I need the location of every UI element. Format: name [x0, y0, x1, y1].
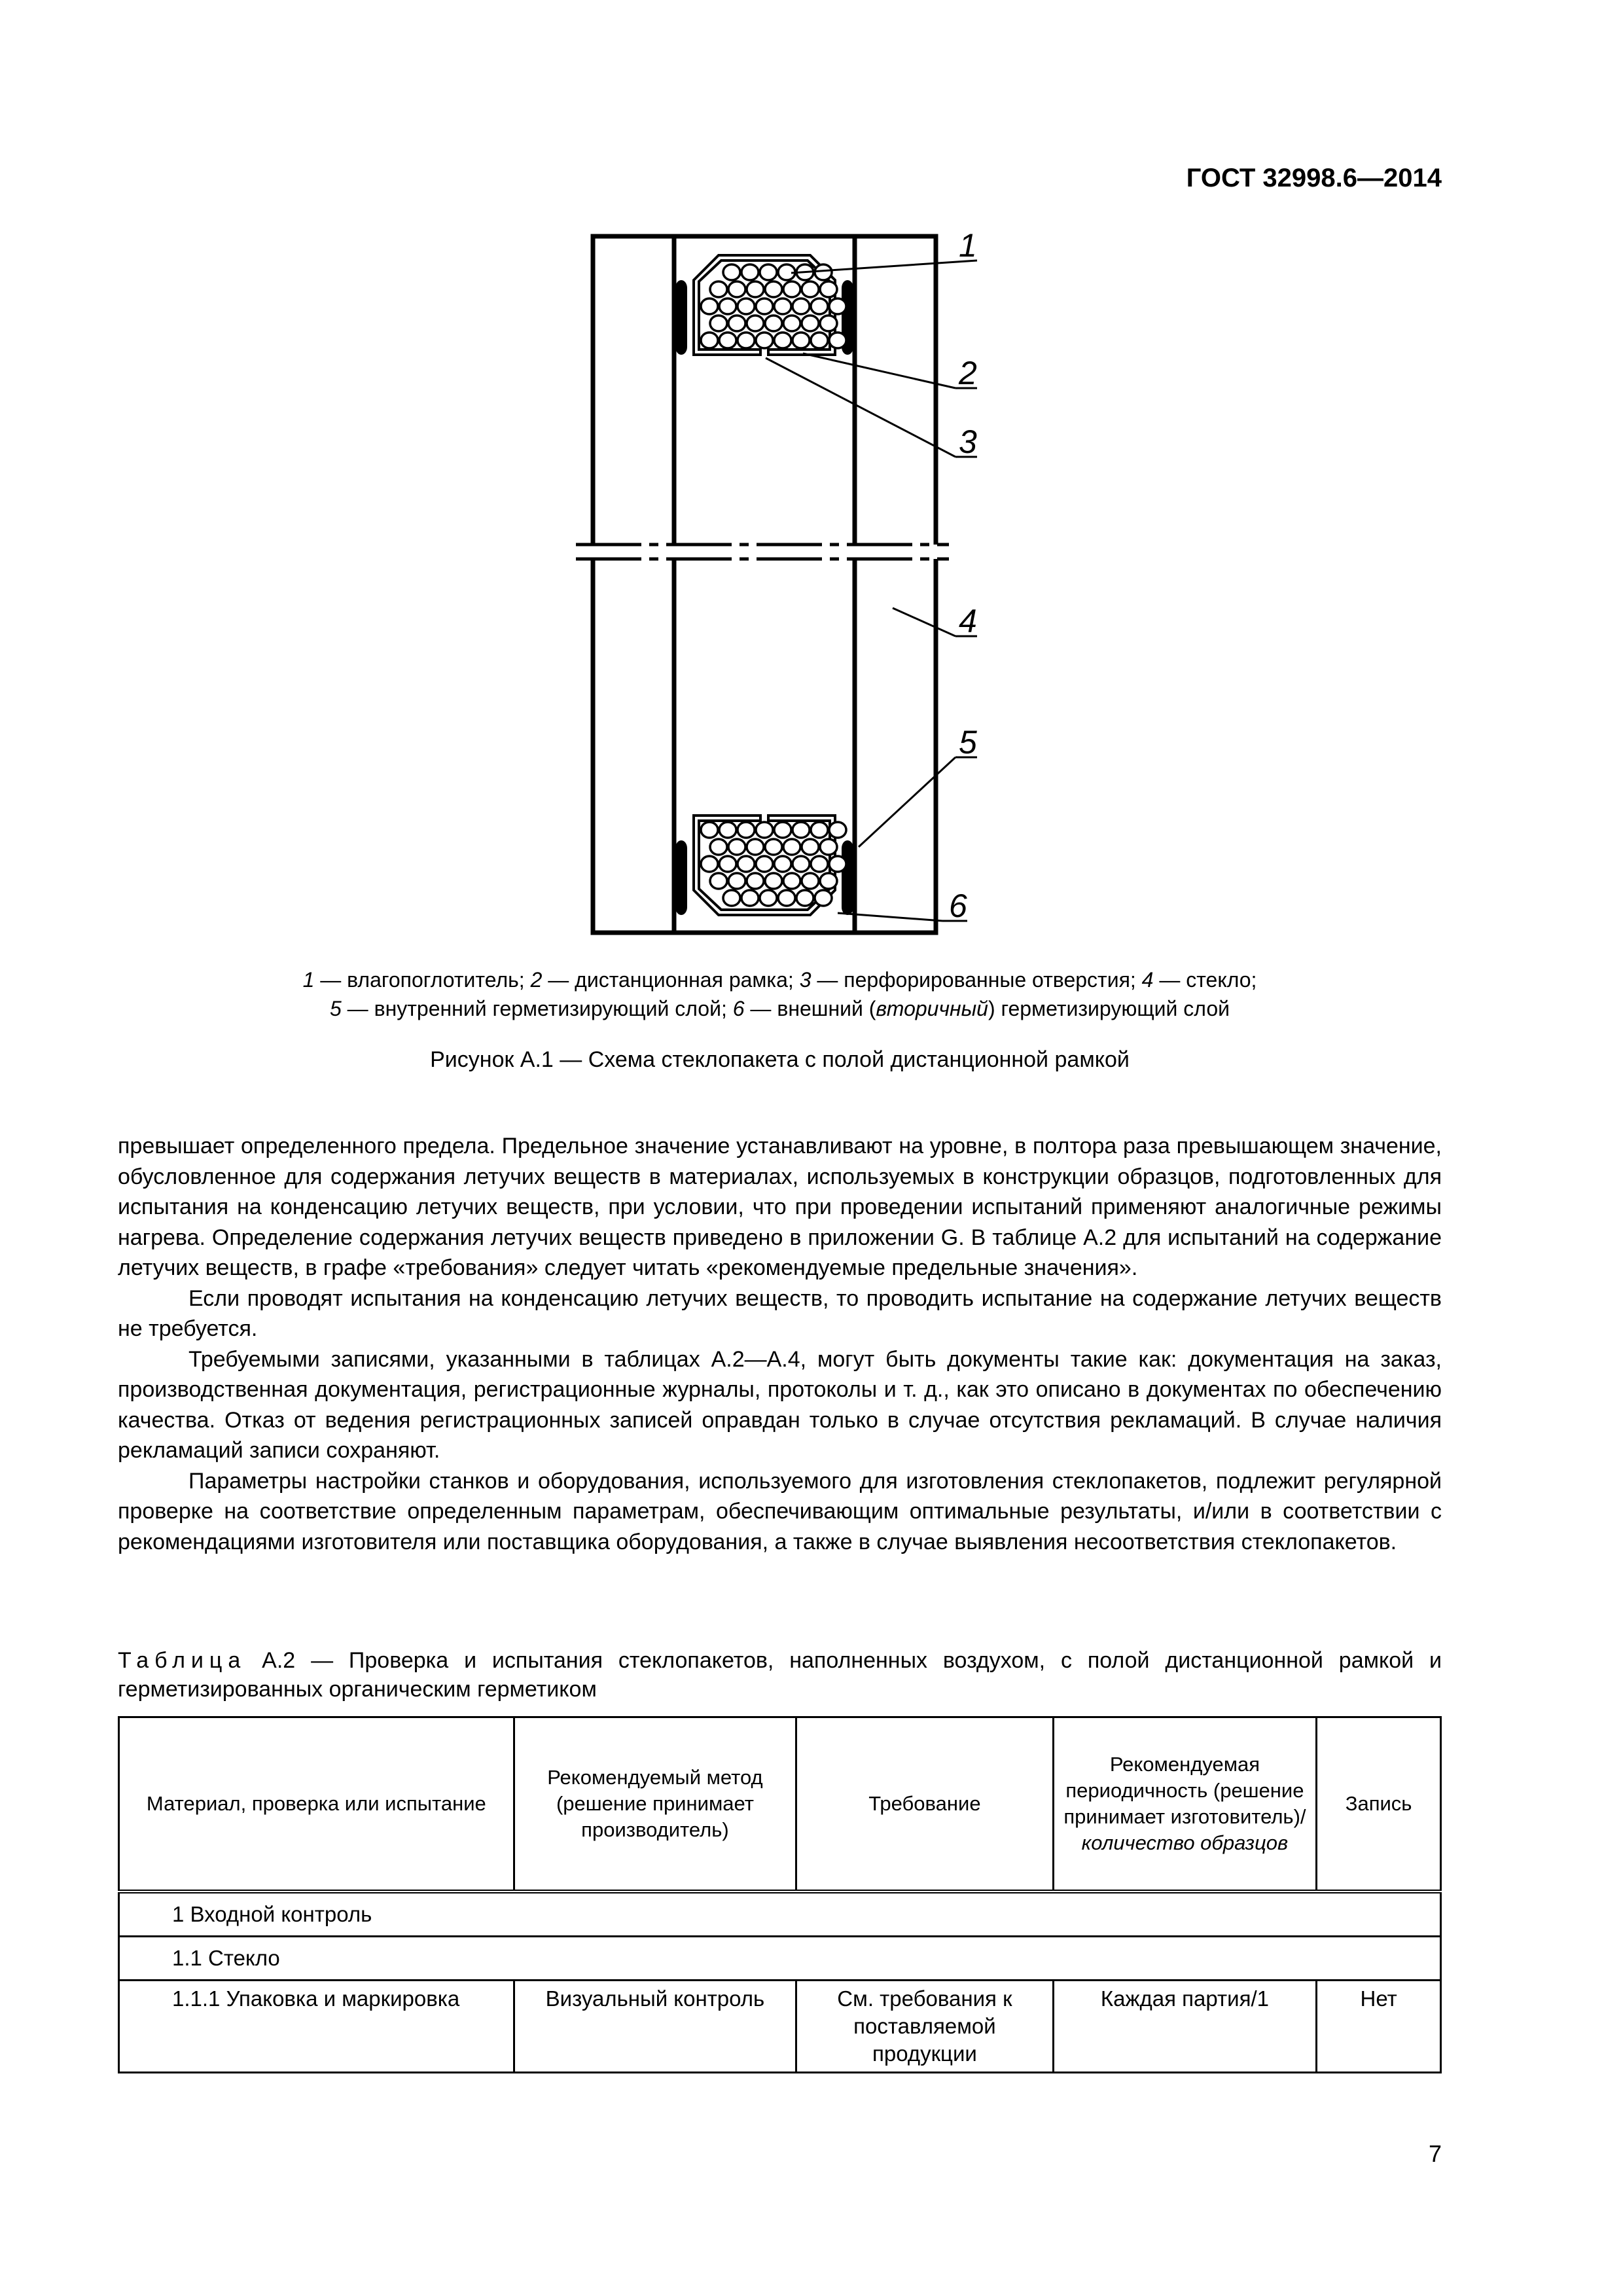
label-3: 3 — [959, 423, 977, 460]
desiccant-granule — [783, 839, 800, 855]
desiccant-granule — [802, 839, 819, 855]
desiccant-granule — [710, 315, 727, 331]
spacer-frame — [675, 816, 853, 915]
desiccant-granule — [756, 298, 773, 314]
desiccant-granule — [738, 822, 755, 838]
paragraph: Параметры настройки станков и оборудования, используемого для изготовления стеклопакетов, подлежит регулярной проверке на соответствие определенным параметрам, обеспечивающим оптимальные результаты, и/или в соответствии с рекомендациями изготовителя или поставщика оборудования, а также в случае выявления несоответствия стеклопакетов. — [118, 1468, 1442, 1554]
table-caption: Таблица А.2 — Проверка и испытания стеклопакетов, наполненных воздухом, с полой дистанционной рамкой и герметизированных органическим герметиком — [118, 1648, 1442, 1702]
desiccant-granule — [701, 332, 718, 348]
desiccant-granule — [815, 890, 832, 906]
desiccant-granule — [815, 264, 832, 280]
figure-caption: Рисунок А.1 — Схема стеклопакета с полой дистанционной рамкой — [430, 1047, 1130, 1072]
desiccant-granule — [719, 822, 736, 838]
standard-header: ГОСТ 32998.6—2014 — [1186, 164, 1442, 192]
desiccant-granule — [710, 281, 727, 297]
break-lines — [576, 545, 949, 559]
desiccant-granule — [738, 856, 755, 872]
desiccant-granule — [793, 332, 810, 348]
desiccant-granule — [778, 890, 795, 906]
desiccant-granule — [793, 856, 810, 872]
desiccant-granule — [741, 890, 758, 906]
desiccant-granule — [829, 822, 846, 838]
figure-legend: 1 — влагопоглотитель; 2 — дистанционная рамка; 3 — перфорированные отверстия; 4 — стекло; 5 — внутренний герметизирующий слой; 6 — внешний (вторичный) герметизирующий слой — [302, 968, 1257, 1020]
desiccant-granule — [829, 856, 846, 872]
label-4: 4 — [959, 603, 977, 639]
label-2: 2 — [959, 355, 977, 391]
col-header: Материал, проверка или испытание — [119, 1717, 514, 1892]
desiccant-granule — [820, 873, 837, 889]
desiccant-granule — [774, 332, 791, 348]
desiccant-granule — [783, 281, 800, 297]
table-header-row — [119, 1717, 1441, 1892]
table-row: 1.1.1 Упаковка и маркировка Визуальный контроль См. требования к поставляемой продукции Каждая партия/1 Нет — [119, 1981, 1441, 2073]
desiccant-granule — [793, 822, 810, 838]
desiccant-granule — [728, 281, 745, 297]
desiccant-granule — [765, 839, 782, 855]
desiccant-granule — [741, 264, 758, 280]
desiccant-granule — [719, 332, 736, 348]
desiccant-granule — [765, 315, 782, 331]
desiccant-granule — [756, 332, 773, 348]
section-row: 1 Входной контроль — [119, 1892, 1441, 1937]
col-header: Запись — [1317, 1717, 1441, 1892]
desiccant-granule — [783, 315, 800, 331]
desiccant-granule — [783, 873, 800, 889]
col-header: Рекомендуемая периодичность (решение принимает изготовитель)/ количество образцов — [1053, 1717, 1317, 1892]
desiccant-granule — [728, 873, 745, 889]
desiccant-granule — [811, 332, 828, 348]
desiccant-granule — [774, 822, 791, 838]
desiccant-granule — [723, 890, 740, 906]
col-header: Рекомендуемый метод (решение принимает производитель) — [514, 1717, 796, 1892]
desiccant-granule — [719, 298, 736, 314]
desiccant-granule — [793, 298, 810, 314]
desiccant-granule — [756, 822, 773, 838]
desiccant-granule — [820, 839, 837, 855]
desiccant-granule — [747, 873, 764, 889]
desiccant-granule — [728, 315, 745, 331]
desiccant-granule — [774, 298, 791, 314]
desiccant-granule — [820, 315, 837, 331]
desiccant-granule — [747, 315, 764, 331]
sealant — [675, 840, 687, 915]
label-1: 1 — [959, 227, 977, 264]
sealant — [842, 840, 853, 915]
desiccant-granule — [719, 856, 736, 872]
desiccant-granule — [738, 298, 755, 314]
desiccant-granule — [710, 873, 727, 889]
inspection-table — [118, 1716, 1442, 2073]
desiccant-granule — [765, 281, 782, 297]
label-5: 5 — [959, 724, 977, 761]
section-row: 1.1 Стекло — [119, 1937, 1441, 1981]
page-number: 7 — [1428, 2140, 1442, 2167]
desiccant-granule — [811, 856, 828, 872]
desiccant-granule — [820, 281, 837, 297]
paragraph: превышает определенного предела. Предельное значение устанавливают на уровне, в полтора раза превышающем значение, обусловленное для содержания летучих веществ в материалах, используемых в конструкции образцов, подготовленных для испытания на конденсацию летучих веществ, при условии, что при проведении испытаний применяют аналогичные режимы нагрева. Определение содержания летучих веществ приведено в приложении G. В таблице А.2 для испытаний на содержание летучих веществ, в графе «требования» следует читать «рекомендуемые предельные значения». — [118, 1134, 1442, 1280]
desiccant-granule — [811, 822, 828, 838]
desiccant-granule — [829, 298, 846, 314]
desiccant-granule — [701, 822, 718, 838]
body-text — [118, 1131, 1442, 1557]
desiccant-granule — [710, 839, 727, 855]
desiccant-granule — [728, 839, 745, 855]
label-6: 6 — [949, 888, 967, 924]
desiccant-granule — [811, 298, 828, 314]
desiccant-granule — [738, 332, 755, 348]
desiccant-granule — [701, 298, 718, 314]
sealant — [675, 280, 687, 355]
desiccant-granule — [829, 332, 846, 348]
paragraph: Требуемыми записями, указанными в таблицах А.2—А.4, могут быть документы такие как: документация на заказ, производственная документация, регистрационные журналы, протоколы и т. д., как это описано в документах по обеспечению качества. Отказ от ведения регистрационных записей оправдан только в случае отсутствия рекламаций. В случае наличия рекламаций записи сохраняют. — [118, 1346, 1442, 1463]
desiccant-granule — [802, 315, 819, 331]
desiccant-granule — [802, 281, 819, 297]
paragraph: Если проводят испытания на конденсацию летучих веществ, то проводить испытание на содержание летучих веществ не требуется. — [118, 1285, 1442, 1341]
desiccant-granule — [802, 873, 819, 889]
col-header: Требование — [796, 1717, 1054, 1892]
desiccant-granule — [701, 856, 718, 872]
desiccant-granule — [796, 890, 813, 906]
desiccant-granule — [723, 264, 740, 280]
desiccant-granule — [756, 856, 773, 872]
desiccant-granule — [760, 264, 777, 280]
desiccant-granule — [747, 281, 764, 297]
insulating-glass-diagram — [0, 0, 1623, 956]
desiccant-granule — [747, 839, 764, 855]
desiccant-granule — [760, 890, 777, 906]
desiccant-granule — [774, 856, 791, 872]
desiccant-granule — [765, 873, 782, 889]
